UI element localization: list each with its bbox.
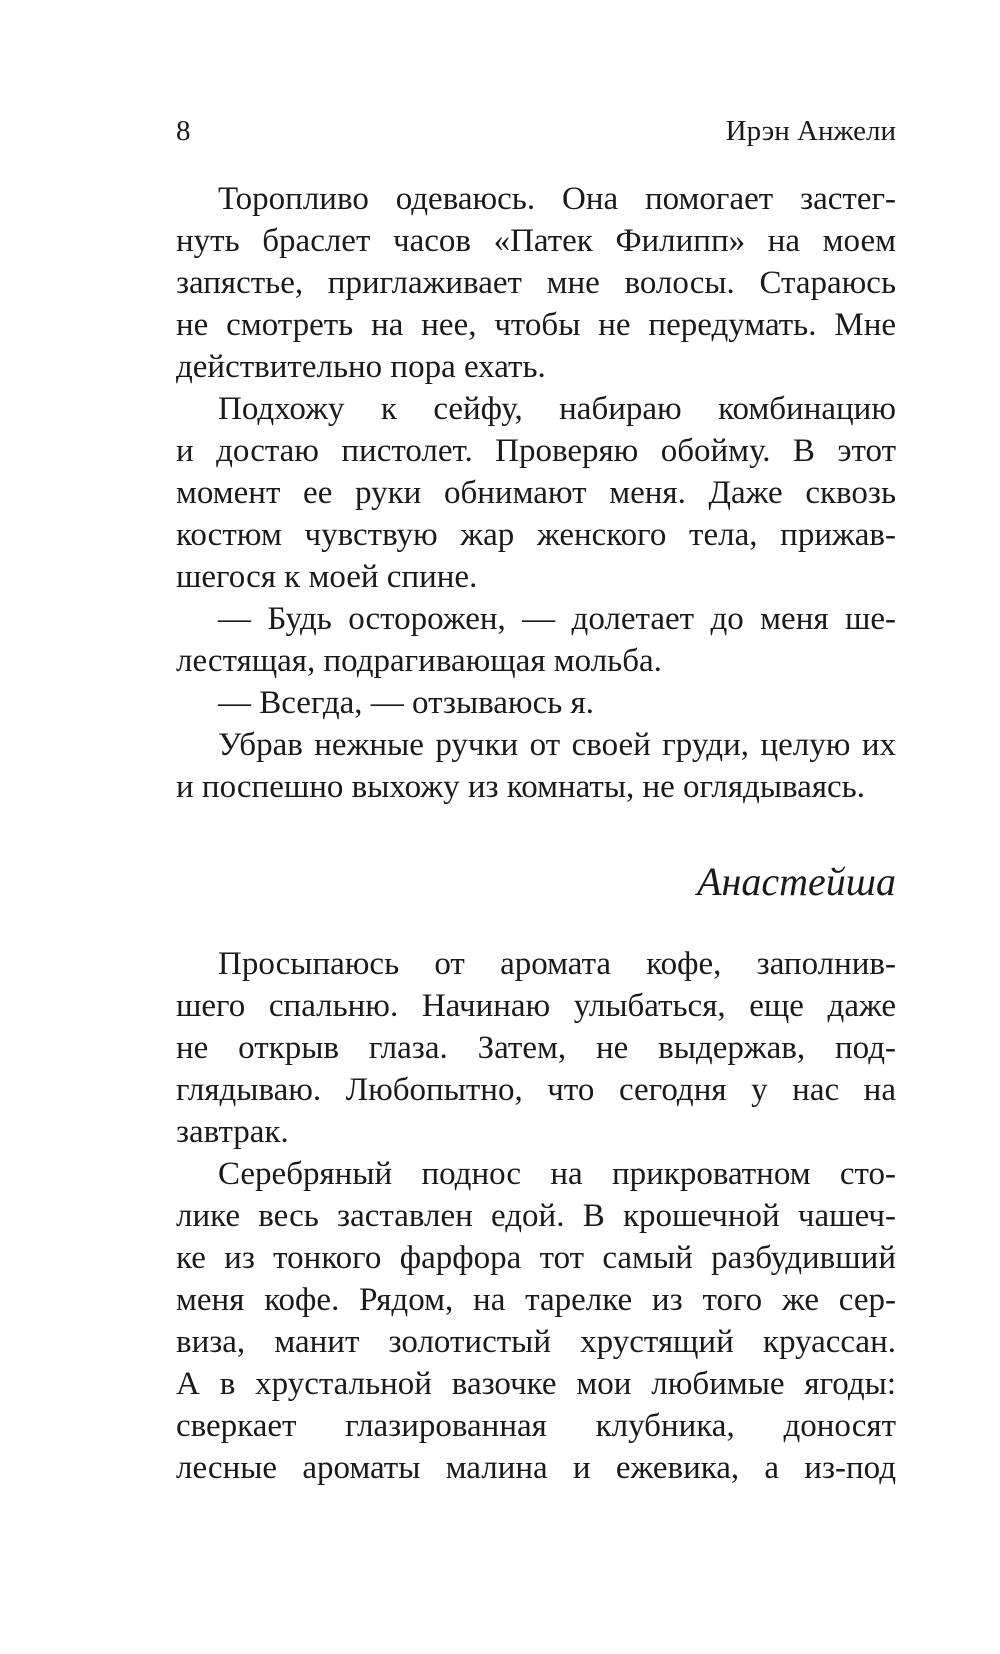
text-line: нуть браслет часов «Патек Филипп» на моем: [176, 223, 896, 259]
text-line: костюм чувствую жар женского тела, прижав-: [176, 517, 896, 553]
text-line: лесные ароматы малина и ежевика, а из-под: [176, 1450, 896, 1486]
text-line: Торопливо одеваюсь. Она помогает застег-: [218, 181, 896, 217]
book-author: Ирэн Анжели: [725, 115, 896, 147]
text-line: А в хрустальной вазочке мои любимые ягоды:: [176, 1366, 896, 1402]
running-header: [176, 114, 896, 148]
text-line: Серебряный поднос на прикроватном сто-: [218, 1156, 896, 1192]
text-line: Просыпаюсь от аромата кофе, заполнив-: [218, 946, 896, 982]
text-line: не смотреть на нее, чтобы не передумать. Мне: [176, 307, 896, 343]
text-line: Подхожу к сейфу, набираю комбинацию: [218, 391, 896, 427]
text-line: ке из тонкого фарфора тот самый разбудивший: [176, 1240, 896, 1276]
text-line: шего спальню. Начинаю улыбаться, еще даже: [176, 988, 896, 1024]
text-line: сверкает глазированная клубника, доносят: [176, 1408, 896, 1444]
text-line: лике весь заставлен едой. В крошечной чашеч-: [176, 1198, 896, 1234]
section-heading: Анастейша: [697, 859, 896, 904]
text-line: запястье, приглаживает мне волосы. Стараюсь: [176, 265, 896, 301]
text-line: момент ее руки обнимают меня. Даже сквозь: [176, 475, 896, 511]
text-line: — Будь осторожен, — долетает до меня ше-: [218, 601, 896, 637]
text-line: глядываю. Любопытно, что сегодня у нас на: [176, 1072, 896, 1108]
text-line: не открыв глаза. Затем, не выдержав, под-: [176, 1030, 896, 1066]
text-line: — Всегда, — отзываюсь я.: [218, 685, 594, 721]
text-line: Убрав нежные ручки от своей груди, целую их: [218, 727, 896, 763]
text-line: и достаю пистолет. Проверяю обойму. В этот: [176, 433, 896, 469]
text-line: завтрак.: [176, 1114, 289, 1150]
body-text-section-2: [176, 943, 896, 1489]
text-line: лестящая, подрагивающая мольба.: [176, 643, 662, 679]
text-line: действительно пора ехать.: [176, 349, 546, 385]
text-line: виза, манит золотистый хрустящий круассан.: [176, 1324, 896, 1360]
page-number: 8: [176, 115, 191, 147]
text-line: шегося к моей спине.: [176, 559, 478, 595]
text-line: меня кофе. Рядом, на тарелке из того же сер-: [176, 1282, 896, 1318]
body-text-section-1: [176, 178, 896, 808]
text-line: и поспешно выхожу из комнаты, не оглядываясь.: [176, 769, 865, 805]
